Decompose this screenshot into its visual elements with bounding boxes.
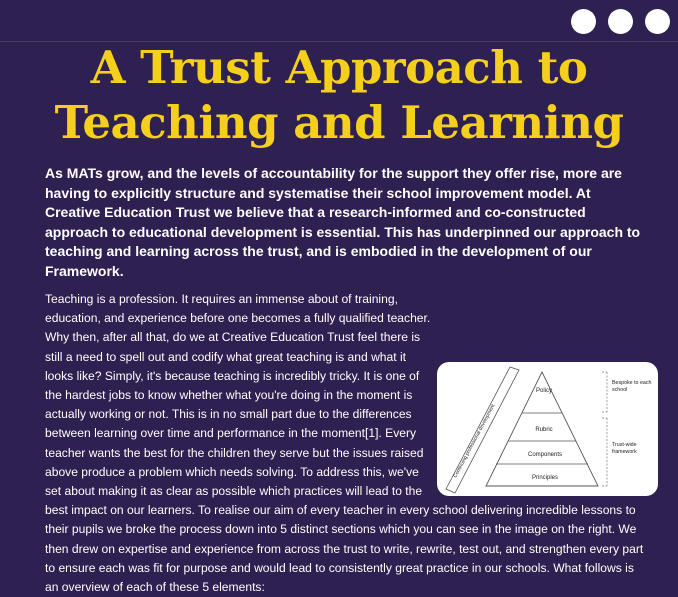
level-rubric: Rubric xyxy=(535,427,553,433)
circle-icon xyxy=(645,9,670,34)
framework-diagram xyxy=(437,362,658,496)
level-policy: Policy xyxy=(535,388,553,394)
body-text xyxy=(45,290,652,597)
bracket-label-bespoke: Bespoke to each school xyxy=(612,380,652,393)
title-line-1: A Trust Approach to xyxy=(90,41,588,94)
cpd-label: Continuing professional development xyxy=(452,403,497,479)
window-controls xyxy=(571,9,670,34)
circle-icon xyxy=(571,9,596,34)
title-line-2: Teaching and Learning xyxy=(54,96,624,149)
level-principles: Principles xyxy=(531,475,559,481)
bracket-label-trust: Trust-wide framework xyxy=(612,442,637,455)
bracket-label-bespoke-wrap xyxy=(612,380,656,400)
level-components: Components xyxy=(527,452,563,458)
bracket-label-trust-wrap xyxy=(612,442,656,462)
body-paragraph: Teaching is a profession. It requires an immense about of training, education, and experience before one becomes a fully qualified teacher. Why then, after all that, do we at Creative Education Trust feel there is still a need to spell out and codify what great teaching is and what it looks like? Simply, it's because teaching is incredibly tricky. It is one of the hardest jobs to know whether what you're doing in the moment is actually working or not. This is in no small part due to the differences between learning over time and performance in the moment[1]. Every teacher wants the best for the children they serve but the issues raised above produce a problem which needs solving. To address this, we've set about making it as clear as possible which practices will lead to the best impact on our learners. To realise our aim of every teacher in every school delivering incredible lessons to their pupils we broke the process down into 5 distinct sections which you can see in the image on the right. We then drew on expertise and experience from across the trust to write, rewrite, test out, and strengthen every part to ensure each was fit for purpose and would lead to consistently great practice in our schools. What follows is an overview of each of these 5 elements: xyxy=(45,292,644,595)
page-title xyxy=(0,40,678,150)
circle-icon xyxy=(608,9,633,34)
intro-paragraph: As MATs grow, and the levels of accountability for the support they offer rise, more are having to explicitly structure and systematise their school improvement model. At Creative Education Trust we believe that a research-informed and co-constructed approach to educational development is essential. This has underpinned our approach to teaching and learning across the trust, and is embodied in the development of our Framework. xyxy=(45,165,641,279)
framework-pyramid-graphic xyxy=(437,362,658,496)
